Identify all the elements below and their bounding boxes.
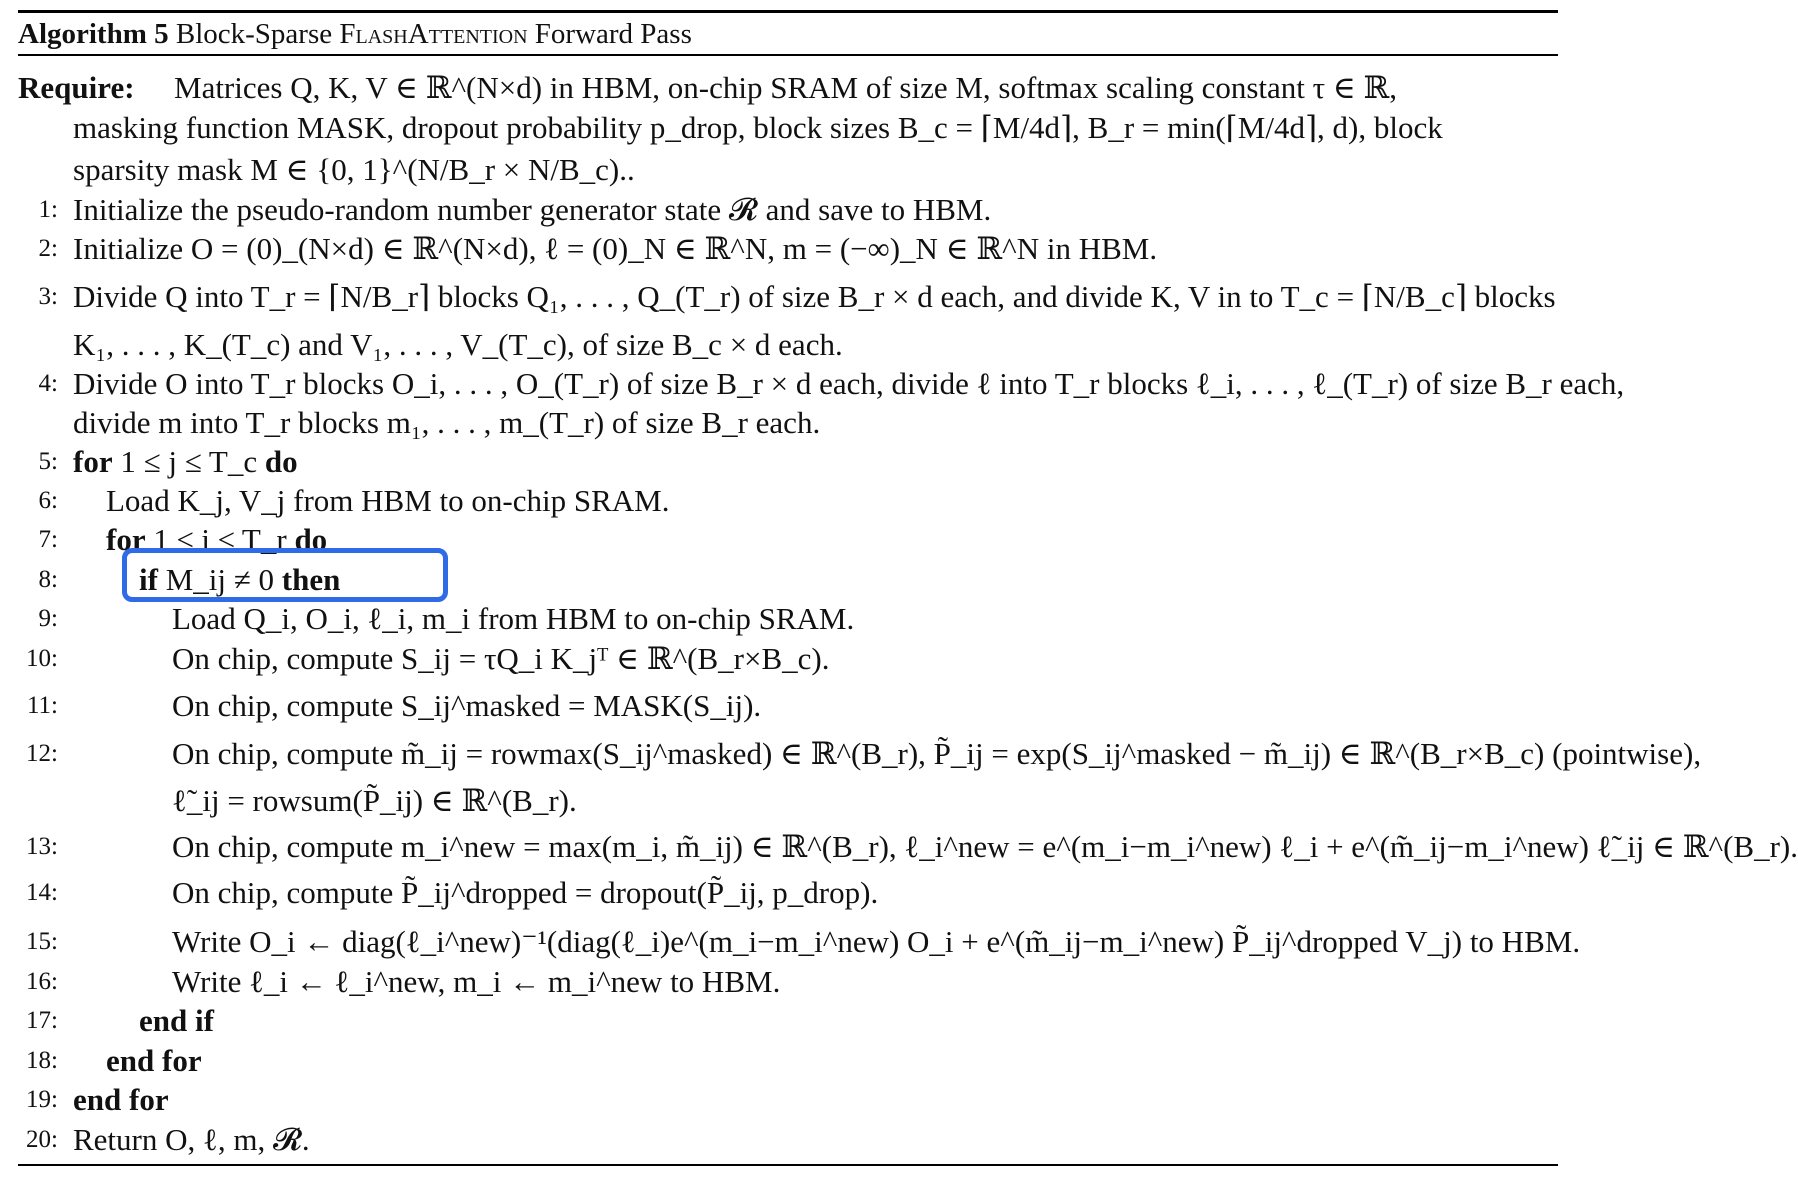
step-body: Divide Q into T_r = ⌈N/B_r⌉ blocks Q₁, . . . , Q_(T_r) of size B_r × d each, and divide K, V in to T_c = ⌈N/B_c⌉ blocks bbox=[73, 279, 1556, 314]
step-keyword: end for bbox=[73, 1082, 169, 1117]
step-body: Return O, ℓ, m, 𝓡. bbox=[73, 1122, 310, 1157]
step-keyword: for bbox=[73, 444, 113, 479]
algorithm-title-pre: Block-Sparse bbox=[175, 18, 340, 50]
step-text bbox=[172, 829, 1798, 865]
step-keyword: if bbox=[139, 562, 158, 597]
step-text bbox=[73, 192, 991, 228]
step-keyword-end: do bbox=[294, 522, 328, 557]
step-number: 20: bbox=[26, 1126, 58, 1153]
step-text bbox=[73, 1082, 169, 1118]
step-body: Write O_i ← diag(ℓ_i^new)⁻¹(diag(ℓ_i)e^(m_i−m_i^new) O_i + e^(m̃_ij−m_i^new) P̃_ij^dropped V_j) to HBM. bbox=[172, 924, 1581, 959]
step-keyword: end for bbox=[106, 1043, 202, 1078]
highlight-box bbox=[122, 548, 448, 602]
step-body: 1 ≤ j ≤ T_c bbox=[112, 444, 265, 479]
step-keyword-end: do bbox=[264, 444, 298, 479]
step-text bbox=[73, 279, 1556, 315]
step-number: 9: bbox=[38, 605, 58, 632]
step-body: Initialize O = (0)_(N×d) ∈ ℝ^(N×d), ℓ = (0)_N ∈ ℝ^N, m = (−∞)_N ∈ ℝ^N in HBM. bbox=[73, 231, 1158, 266]
step-body: 1 ≤ i ≤ T_r bbox=[145, 522, 295, 557]
step-number: 3: bbox=[38, 283, 58, 310]
step-number: 16: bbox=[26, 968, 58, 995]
step-number: 11: bbox=[26, 692, 58, 719]
step-number: 6: bbox=[38, 487, 58, 514]
step-body: On chip, compute m̃_ij = rowmax(S_ij^masked) ∈ ℝ^(B_r), P̃_ij = exp(S_ij^masked − m̃_ij) ∈ ℝ^(B_r×B_c) (pointwise), bbox=[172, 736, 1702, 771]
step-text bbox=[172, 924, 1580, 960]
step-number: 12: bbox=[26, 740, 58, 767]
step-number: 8: bbox=[38, 566, 58, 593]
step-number: 13: bbox=[26, 833, 58, 860]
step-text bbox=[172, 964, 780, 1000]
step-body: Initialize the pseudo-random number generator state 𝓡 and save to HBM. bbox=[73, 192, 992, 227]
step-body: Write ℓ_i ← ℓ_i^new, m_i ← m_i^new to HBM. bbox=[172, 964, 781, 999]
step-number: 17: bbox=[26, 1007, 58, 1034]
bottom-rule bbox=[18, 1164, 1558, 1166]
step-number: 15: bbox=[26, 928, 58, 955]
require-text-1: Matrices Q, K, V ∈ ℝ^(N×d) in HBM, on-chip SRAM of size M, softmax scaling constant τ ∈ ℝ, bbox=[174, 70, 1398, 105]
step-number: 5: bbox=[38, 448, 58, 475]
step-text bbox=[73, 444, 298, 480]
require-text-3: sparsity mask M ∈ {0, 1}^(N/B_r × N/B_c).. bbox=[73, 152, 635, 187]
algorithm-title-name: FlashAttention bbox=[339, 18, 528, 50]
step-number: 10: bbox=[26, 645, 58, 672]
step-body: On chip, compute S_ij = τQ_i K_jᵀ ∈ ℝ^(B_r×B_c). bbox=[172, 641, 830, 676]
algorithm-label: Algorithm bbox=[18, 18, 147, 50]
step-body: Load Q_i, O_i, ℓ_i, m_i from HBM to on-chip SRAM. bbox=[172, 601, 855, 636]
step-number: 4: bbox=[38, 370, 58, 397]
algorithm-title-post: Forward Pass bbox=[527, 18, 692, 50]
step-keyword: for bbox=[106, 522, 146, 557]
step-keyword-end: then bbox=[281, 562, 341, 597]
top-rule bbox=[18, 10, 1558, 13]
step-body: On chip, compute m_i^new = max(m_i, m̃_ij) ∈ ℝ^(B_r), ℓ_i^new = e^(m_i−m_i^new) ℓ_i + e^(m̃_ij−m_i^new) ℓ̃_ij ∈ ℝ^(B_r). bbox=[172, 829, 1798, 864]
step-text bbox=[172, 875, 878, 911]
algorithm-number: 5 bbox=[154, 18, 169, 50]
step-body: On chip, compute P̃_ij^dropped = dropout(P̃_ij, p_drop). bbox=[172, 875, 879, 910]
step-text bbox=[106, 483, 669, 519]
step-number: 2: bbox=[38, 235, 58, 262]
step-text bbox=[172, 641, 829, 677]
step-continuation-text: K₁, . . . , K_(T_c) and V₁, . . . , V_(T_c), of size B_c × d each. bbox=[73, 327, 843, 362]
step-text bbox=[172, 688, 761, 724]
step-text bbox=[73, 231, 1157, 267]
step-text bbox=[106, 1043, 202, 1079]
step-text bbox=[73, 1122, 310, 1158]
step-text bbox=[172, 736, 1701, 772]
step-body: Load K_j, V_j from HBM to on-chip SRAM. bbox=[106, 483, 670, 518]
step-body: On chip, compute S_ij^masked = MASK(S_ij). bbox=[172, 688, 762, 723]
step-continuation-text: divide m into T_r blocks m₁, . . . , m_(T_r) of size B_r each. bbox=[73, 405, 821, 440]
step-body: M_ij ≠ 0 bbox=[157, 562, 282, 597]
step-text bbox=[139, 1003, 214, 1039]
algorithm-title bbox=[18, 16, 692, 52]
step-continuation-text: ℓ̃_ij = rowsum(P̃_ij) ∈ ℝ^(B_r). bbox=[172, 783, 577, 818]
step-text bbox=[73, 366, 1624, 402]
require-label: Require: bbox=[18, 70, 135, 105]
require-text-2: masking function MASK, dropout probability p_drop, block sizes B_c = ⌈M/4d⌉, B_r = min(⌈M/4d⌉, d), block bbox=[73, 110, 1443, 145]
step-body: Divide O into T_r blocks O_i, . . . , O_(T_r) of size B_r × d each, divide ℓ into T_r blocks ℓ_i, . . . , ℓ_(T_r) of size B_r each, bbox=[73, 366, 1625, 401]
step-keyword: end if bbox=[139, 1003, 214, 1038]
title-rule bbox=[18, 54, 1558, 56]
step-number: 1: bbox=[38, 196, 58, 223]
step-number: 14: bbox=[26, 879, 58, 906]
step-number: 19: bbox=[26, 1086, 58, 1113]
step-number: 7: bbox=[38, 526, 58, 553]
step-text bbox=[172, 601, 854, 637]
step-number: 18: bbox=[26, 1047, 58, 1074]
